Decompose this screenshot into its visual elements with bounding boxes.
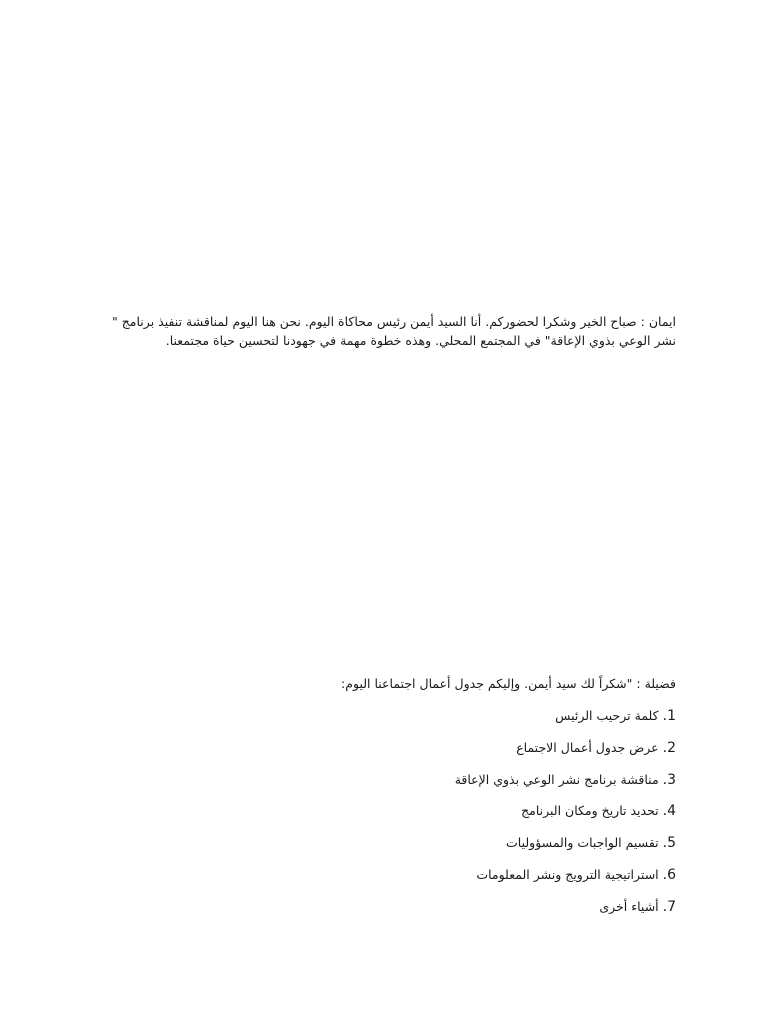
agenda-item-text: تحديد تاريخ ومكان البرنامج	[521, 803, 659, 819]
agenda-intro: فضيلة : "شكراً لك سيد أيمن. وإليكم جدول أعمال اجتماعنا اليوم:	[341, 676, 676, 691]
agenda-item-number: 5.	[662, 835, 676, 852]
agenda-item-text: عرض جدول أعمال الاجتماع	[516, 739, 659, 755]
agenda-item-number: 1.	[662, 708, 676, 724]
agenda-item	[96, 705, 676, 737]
opening-paragraph: ايمان : صباح الخير وشكرا لحضوركم. أنا السيد أيمن رئيس محاكاة اليوم. نحن هنا اليوم لمناقشة تنفيذ برنامج " نشر الوعي بذوي الإعاقة" في المجتمع المحلي. وهذه خطوة مهمة في جهودنا لتحسين حياة مجتمعنا.	[112, 314, 676, 348]
agenda-item-text: كلمة ترحيب الرئيس	[555, 708, 659, 723]
agenda-list	[96, 705, 676, 928]
agenda-item-text: أشياء أخرى	[599, 898, 659, 914]
agenda-item	[96, 832, 676, 864]
agenda-item-number: 7.	[662, 898, 676, 915]
agenda-item-number: 4.	[662, 803, 676, 820]
agenda-item-number: 6.	[662, 866, 676, 883]
agenda-item	[96, 737, 676, 769]
agenda-item	[96, 800, 676, 832]
agenda-item-text: تقسيم الواجبات والمسؤوليات	[506, 835, 659, 851]
agenda-item	[96, 896, 676, 928]
agenda-item	[96, 769, 676, 801]
agenda-item-number: 3.	[662, 771, 676, 788]
agenda-item	[96, 864, 676, 896]
agenda-item-text: استراتيجية الترويج ونشر المعلومات	[476, 866, 659, 882]
agenda-item-number: 2.	[662, 739, 676, 756]
agenda-item-text: مناقشة برنامج نشر الوعي بذوي الإعاقة	[454, 771, 659, 787]
